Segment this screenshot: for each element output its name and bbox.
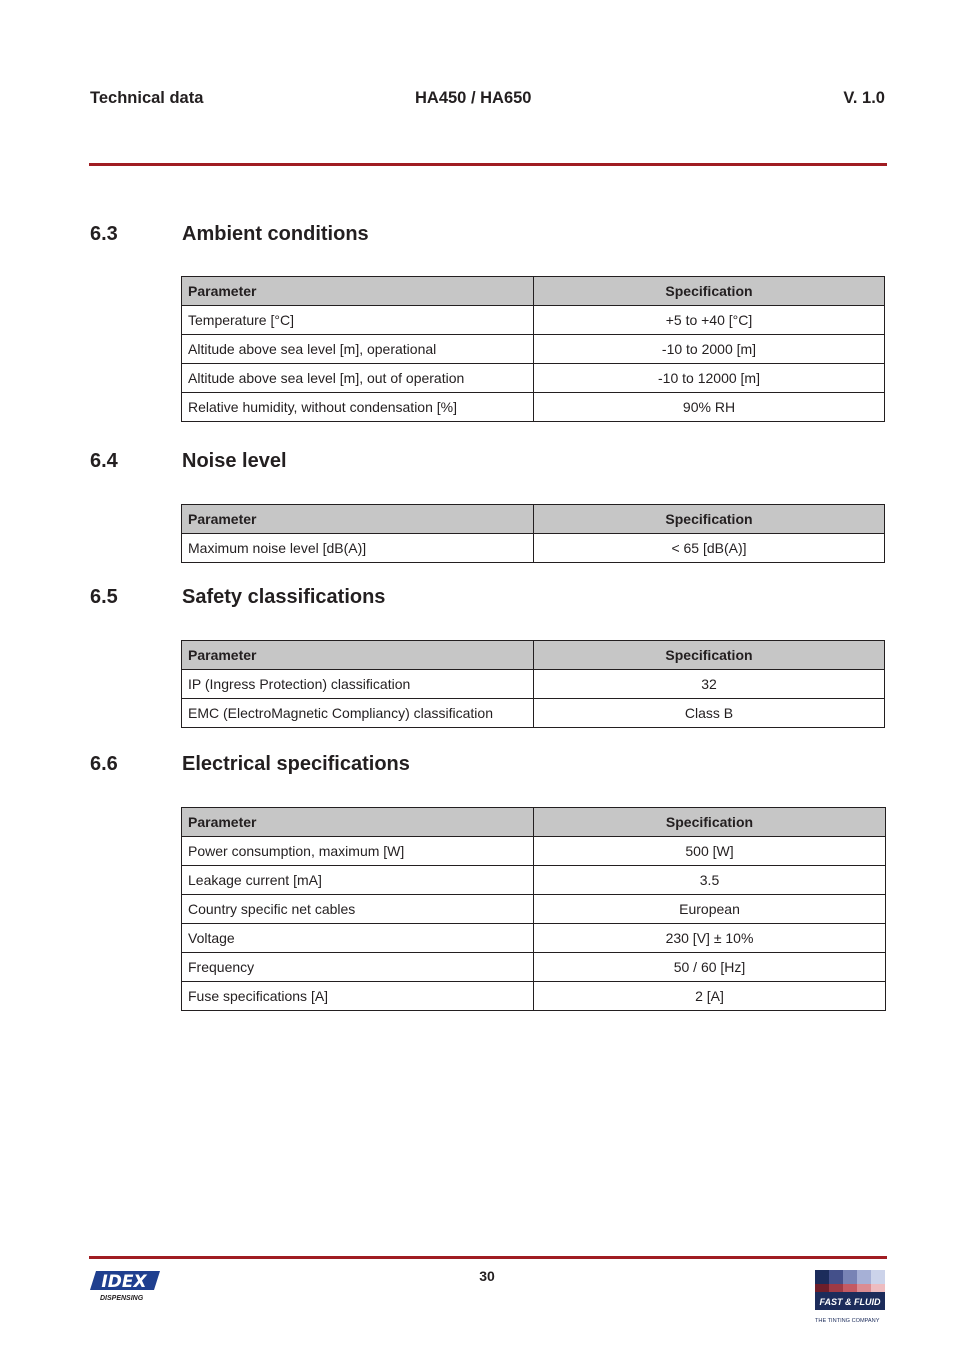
parameter-cell: Leakage current [mA] xyxy=(182,866,534,895)
table-header-row xyxy=(182,505,885,534)
section-number: 6.5 xyxy=(90,586,118,608)
spec-cell: 3.5 xyxy=(534,866,886,895)
section-title: Ambient conditions xyxy=(182,223,369,245)
spec-cell: -10 to 12000 [m] xyxy=(534,364,885,393)
column-header: Parameter xyxy=(182,808,534,837)
electrical-specifications-table xyxy=(181,807,886,1011)
parameter-cell: Maximum noise level [dB(A)] xyxy=(182,534,534,563)
spec-cell: 230 [V] ± 10% xyxy=(534,924,886,953)
table-row xyxy=(182,866,886,895)
parameter-cell: Relative humidity, without condensation [%] xyxy=(182,393,534,422)
section-number: 6.3 xyxy=(90,223,118,245)
parameter-cell: Altitude above sea level [m], out of operation xyxy=(182,364,534,393)
idex-subtitle: DISPENSING xyxy=(100,1295,144,1302)
header-model: HA450 / HA650 xyxy=(415,89,532,107)
parameter-cell: EMC (ElectroMagnetic Compliancy) classification xyxy=(182,699,534,728)
table-header-row xyxy=(182,808,886,837)
parameter-cell: Country specific net cables xyxy=(182,895,534,924)
ambient-conditions-table xyxy=(181,276,885,422)
spec-cell: Class B xyxy=(534,699,885,728)
ff-wordmark: FAST & FLUID xyxy=(819,1297,881,1307)
table-row xyxy=(182,335,885,364)
idex-wordmark: IDEX xyxy=(101,1272,147,1292)
section-number: 6.4 xyxy=(90,450,118,472)
column-header: Specification xyxy=(534,808,886,837)
table-row xyxy=(182,924,886,953)
fast-and-fluid-logo xyxy=(815,1270,887,1326)
table-row xyxy=(182,895,886,924)
section-number: 6.6 xyxy=(90,753,118,775)
spec-cell: 90% RH xyxy=(534,393,885,422)
header-rule xyxy=(89,163,887,166)
section-title: Electrical specifications xyxy=(182,753,410,775)
table-header-row xyxy=(182,277,885,306)
parameter-cell: Voltage xyxy=(182,924,534,953)
ff-tagline: THE TINTING COMPANY xyxy=(815,1318,880,1324)
column-header: Parameter xyxy=(182,641,534,670)
table-header-row xyxy=(182,641,885,670)
parameter-cell: Fuse specifications [A] xyxy=(182,982,534,1011)
idex-dispensing-logo xyxy=(90,1268,162,1304)
page-number: 30 xyxy=(479,1268,495,1284)
table-row xyxy=(182,306,885,335)
parameter-cell: IP (Ingress Protection) classification xyxy=(182,670,534,699)
safety-classifications-table xyxy=(181,640,885,728)
spec-cell: +5 to +40 [°C] xyxy=(534,306,885,335)
column-header: Specification xyxy=(534,641,885,670)
table-row xyxy=(182,534,885,563)
parameter-cell: Altitude above sea level [m], operational xyxy=(182,335,534,364)
spec-cell: -10 to 2000 [m] xyxy=(534,335,885,364)
table-row xyxy=(182,364,885,393)
spec-cell: European xyxy=(534,895,886,924)
footer-rule xyxy=(89,1256,887,1259)
column-header: Specification xyxy=(534,505,885,534)
table-row xyxy=(182,982,886,1011)
spec-cell: 500 [W] xyxy=(534,837,886,866)
header-doc-title: Technical data xyxy=(90,89,204,107)
column-header: Parameter xyxy=(182,277,534,306)
spec-cell: < 65 [dB(A)] xyxy=(534,534,885,563)
parameter-cell: Temperature [°C] xyxy=(182,306,534,335)
parameter-cell: Frequency xyxy=(182,953,534,982)
table-row xyxy=(182,837,886,866)
table-row xyxy=(182,670,885,699)
spec-cell: 2 [A] xyxy=(534,982,886,1011)
noise-level-table xyxy=(181,504,885,563)
spec-cell: 32 xyxy=(534,670,885,699)
header-version: V. 1.0 xyxy=(843,89,885,107)
spec-cell: 50 / 60 [Hz] xyxy=(534,953,886,982)
table-row xyxy=(182,393,885,422)
column-header: Parameter xyxy=(182,505,534,534)
section-title: Noise level xyxy=(182,450,287,472)
column-header: Specification xyxy=(534,277,885,306)
table-row xyxy=(182,953,886,982)
parameter-cell: Power consumption, maximum [W] xyxy=(182,837,534,866)
section-title: Safety classifications xyxy=(182,586,386,608)
table-row xyxy=(182,699,885,728)
